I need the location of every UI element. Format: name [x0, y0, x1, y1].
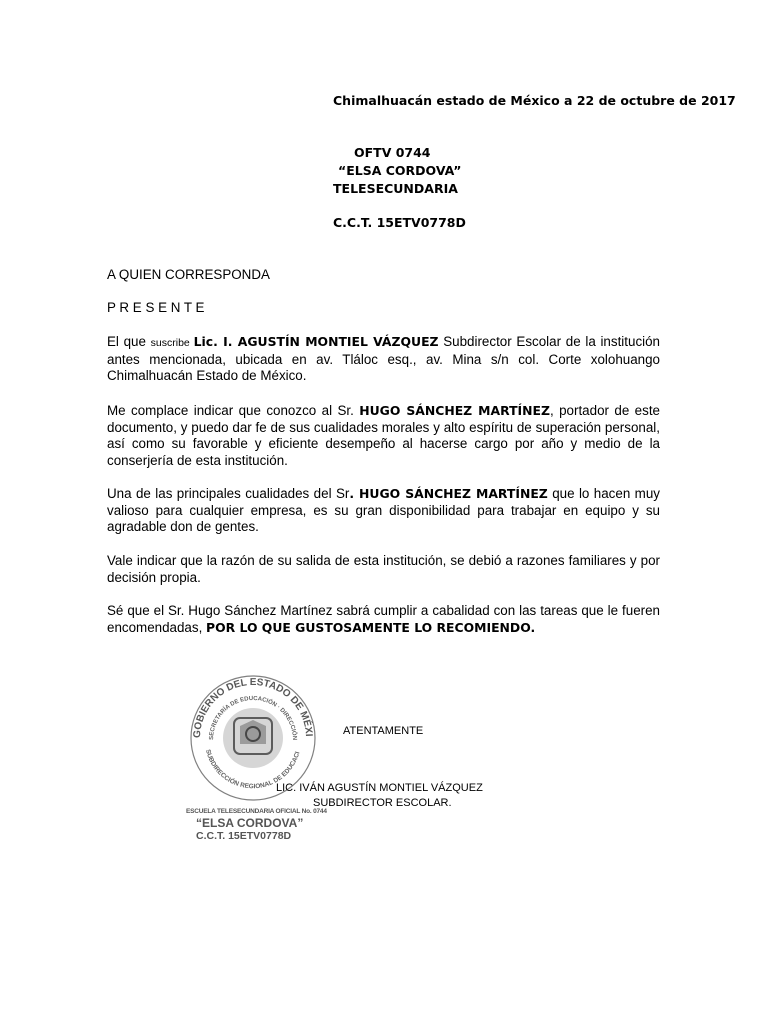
paragraph-signer	[107, 334, 660, 385]
stamp-ring-outer: GOBIERNO DEL ESTADO DE MÉXI	[191, 676, 314, 739]
p2-text-1: Me complace indicar que conozco al Sr.	[107, 403, 360, 418]
stamp-line-school: ESCUELA TELESECUNDARIA OFICIAL No. 0744	[186, 808, 327, 815]
salutation-recipient: A QUIEN CORRESPONDA	[107, 267, 270, 282]
school-cct: C.C.T. 15ETV0778D	[333, 215, 466, 230]
signer-name: LIC. IVÁN AGUSTÍN MONTIEL VÁZQUEZ	[276, 782, 483, 794]
school-type: TELESECUNDARIA	[333, 181, 458, 196]
school-code: OFTV 0744	[354, 145, 431, 160]
p2-person-name: HUGO SÁNCHEZ MARTÍNEZ	[359, 403, 550, 418]
p1-text-2: suscribe	[150, 337, 194, 349]
p3-person-name: . HUGO SÁNCHEZ MARTÍNEZ	[349, 486, 548, 501]
paragraph-reason	[107, 553, 660, 586]
place-date: Chimalhuacán estado de México a 22 de octubre de 2017	[333, 93, 736, 108]
paragraph-recommendation	[107, 403, 660, 469]
p3-text-3: que lo hacen muy valioso para cualquier empresa, es su gran disponibilidad para trabajar en equipo y su agradable don de gentes.	[107, 486, 660, 534]
paragraph-closing	[107, 603, 660, 636]
stamp-line-cct: C.C.T. 15ETV0778D	[196, 830, 292, 842]
stamp-ring-inner: SECRETARÍA DE EDUCACIÓN · DIRECCIÓN	[208, 695, 298, 741]
paragraph-qualities	[107, 486, 660, 536]
school-name: “ELSA CORDOVA”	[338, 163, 462, 178]
p1-text-4: Subdirector Escolar de la institución antes mencionada, ubicada en av. Tláloc esq., av. Mina s/n col. Corte xolohuango Chimalhuacán Estado de México.	[107, 334, 661, 383]
p3-text-1: Una de las principales cualidades del Sr	[107, 486, 350, 501]
p5-text-1: Sé que el Sr. Hugo Sánchez Martínez sabrá cumplir a cabalidad con las tareas que le fueren encomendadas,	[107, 603, 660, 635]
p4-text-1: Vale indicar que la razón de su salida de esta institución, se debió a razones familiares y por decisión propia.	[107, 553, 660, 585]
p1-signer-name: Lic. I. AGUSTÍN MONTIEL VÁZQUEZ	[193, 334, 439, 349]
p2-text-3: , portador de este documento, y puedo dar fe de sus cualidades morales y alto espíritu de superación personal, así como su favorable y eficiente desempeño al hacerse cargo por año y medio de la conserjería de esta institución.	[107, 403, 660, 468]
salutation-presente: P R E S E N T E	[107, 300, 205, 315]
p5-recommend: POR LO QUE GUSTOSAMENTE LO RECOMIENDO.	[206, 619, 536, 635]
closing-atentamente: ATENTAMENTE	[343, 725, 424, 737]
signer-title: SUBDIRECTOR ESCOLAR.	[313, 797, 452, 809]
p1-text-1: El que	[107, 334, 151, 349]
stamp-line-name: “ELSA CORDOVA”	[196, 816, 304, 830]
official-stamp	[178, 668, 328, 848]
stamp-ring-bottom: SUBDIRECCIÓN REGIONAL DE EDUCACI	[204, 748, 302, 791]
